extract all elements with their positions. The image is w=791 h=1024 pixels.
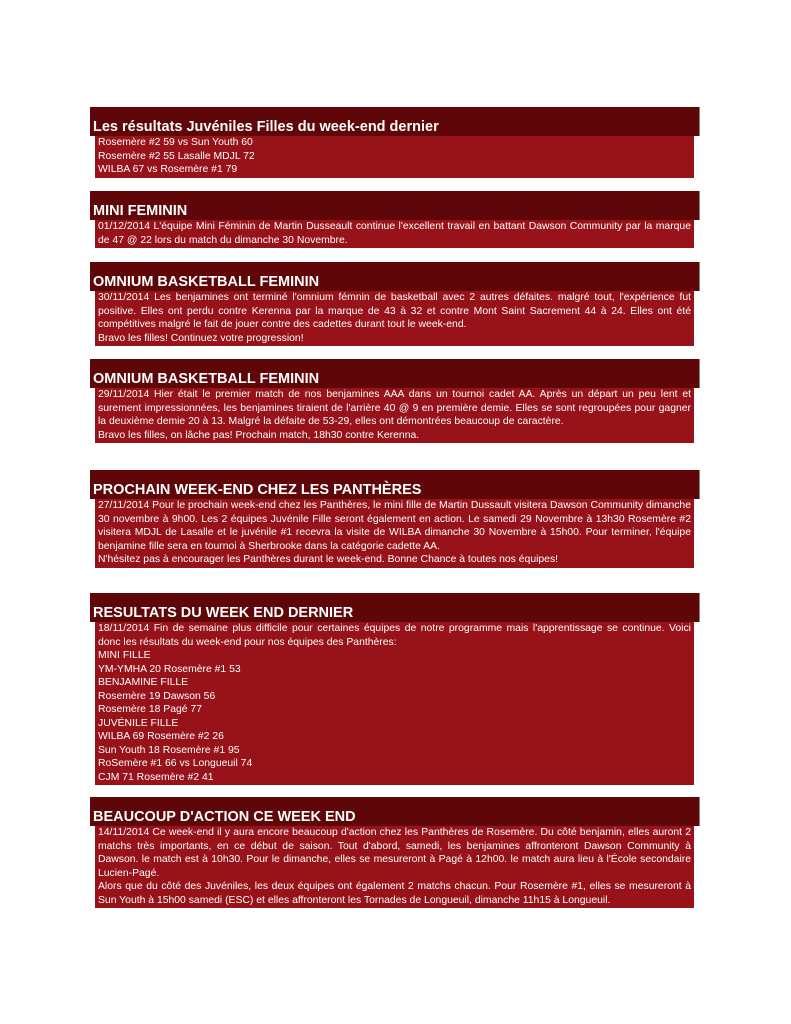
result-line: RoSemère #1 66 vs Longueuil 74: [98, 758, 253, 769]
section-title: Les résultats Juvéniles Filles du week-end dernier: [90, 107, 700, 136]
news-section-omnium-1: [90, 262, 700, 346]
result-line: Sun Youth 18 Rosemère #1 95: [98, 744, 240, 756]
section-paragraph: 27/11/2014 Pour le prochain week-end chez les Panthères, le mini fille de Martin Dussault visitera Dawson Community dimanche 30 novembre à 9h00. Les 2 équipes Juvénile Fille seront également en action. Le samedi 29 Novembre à 13h30 Rosemère #2 visitera MDJL de Lasalle et le juvénile #1 recevra la visite de WILBA dimanche 30 Novembre à 15h00. Pour terminer, l'équipe benjamine fille sera en tournoi à Sherbrooke dans la catégorie cadette AA.: [98, 500, 691, 552]
section-paragraph: 29/11/2014 Hier était le premier match de nos benjamines AAA dans un tournoi cadet AA. Après un départ un peu lent et surement impressionnées, les benjamines tiraient de l'arrière 40 @ 9 en première demie. Elles se sont regroupées pour gagner la deuxième demie 20 à 13. Malgré la défaite de 53-29, elles ont démontrées beaucoup de caractère.: [98, 389, 691, 427]
section-paragraph: Alors que du côté des Juvéniles, les deux équipes ont également 2 matchs chacun. Pour Rosemère #1, elles se mesureront à Sun Youth à 15h00 samedi (ESC) et elles affronteront les Tornades de Longueuil, dimanche 11h15 à Longueuil.: [98, 881, 691, 906]
news-section-juveniles-results: [90, 107, 700, 178]
section-title: OMNIUM BASKETBALL FEMININ: [90, 262, 700, 291]
section-title: PROCHAIN WEEK-END CHEZ LES PANTHÈRES: [90, 470, 700, 499]
section-title: OMNIUM BASKETBALL FEMININ: [90, 359, 700, 388]
result-line: BENJAMINE FILLE: [98, 677, 189, 688]
section-body: [95, 136, 694, 178]
result-line: Rosemère 18 Pagé 77: [98, 704, 202, 715]
result-line: Rosemère 19 Dawson 56: [98, 690, 216, 702]
section-title: MINI FEMININ: [90, 191, 700, 220]
section-paragraph: N'hésitez pas à encourager les Panthères durant le week-end. Bonne Chance à toutes nos équipes!: [98, 554, 559, 565]
result-line: CJM 71 Rosemère #2 41: [98, 771, 214, 783]
result-line: Rosemère #2 55 Lasalle MDJL 72: [98, 150, 255, 162]
section-paragraph: Bravo les filles, on lâche pas! Prochain match, 18h30 contre Kerenna.: [98, 429, 420, 441]
section-body: [95, 826, 694, 908]
section-body: [95, 499, 694, 568]
news-section-mini-feminin: [90, 191, 700, 248]
section-paragraph: 14/11/2014 Ce week-end il y aura encore beaucoup d'action chez les Panthères de Rosemère. Du côté benjamin, elles auront 2 matchs très importants, en ce début de saison. Tout d'abord, samedi, les benjamines affronteront Dawson Community à Dawson. le match est à 10h30. Pour le dimanche, elles se mesureront à Pagé à 12h00. le match aura lieu à l'École secondaire Lucien-Pagé.: [98, 827, 691, 879]
section-paragraph: 01/12/2014 L'équipe Mini Féminin de Martin Dusseault continue l'excellent travail en battant Dawson Community par la marque de 47 @ 22 lors du match du dimanche 30 Novembre.: [98, 221, 691, 246]
section-paragraph: 18/11/2014 Fin de semaine plus difficile pour certaines équipes de notre programme mais l'apprentissage se continue. Voici donc les résultats du week-end pour nos équipes des Panthères:: [98, 623, 691, 648]
section-body: [95, 220, 694, 248]
news-section-last-weekend-results: [90, 593, 700, 785]
news-section-next-weekend: [90, 470, 700, 568]
news-section-omnium-2: [90, 359, 700, 443]
result-line: YM-YMHA 20 Rosemère #1 53: [98, 663, 241, 675]
result-line: MINI FILLE: [98, 650, 151, 661]
section-paragraph: 30/11/2014 Les benjamines ont terminé l'omnium fémnin de basketball avec 2 autres défaites. malgré tout, l'expérience fut positive. Elles ont perdu contre Kerenna par la marque de 43 à 32 et contre Mont Saint Sacrement 44 à 24. Elles ont été compétitives malgré le fait de jouer contre des cadettes durant tout le week-end.: [98, 292, 691, 330]
section-body: [95, 622, 694, 785]
result-line: Rosemère #2 59 vs Sun Youth 60: [98, 137, 253, 148]
section-body: [95, 291, 694, 346]
section-body: [95, 388, 694, 443]
section-title: BEAUCOUP D'ACTION CE WEEK END: [90, 797, 700, 826]
news-section-action-weekend: [90, 797, 700, 908]
section-title: RESULTATS DU WEEK END DERNIER: [90, 593, 700, 622]
result-line: WILBA 67 vs Rosemère #1 79: [98, 164, 238, 175]
result-line: JUVÉNILE FILLE: [98, 717, 179, 729]
result-line: WILBA 69 Rosemère #2 26: [98, 731, 224, 742]
section-paragraph: Bravo les filles! Continuez votre progression!: [98, 332, 304, 344]
